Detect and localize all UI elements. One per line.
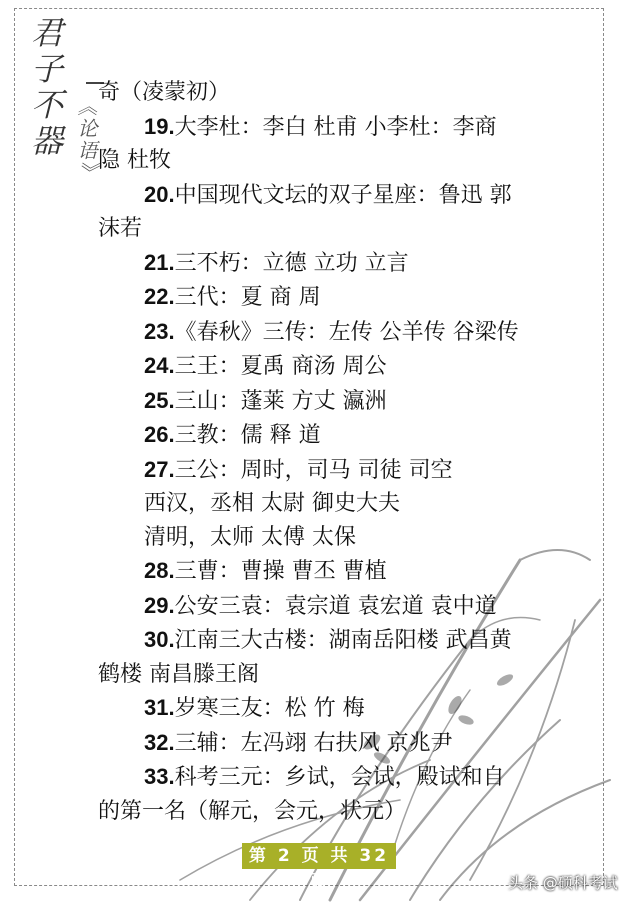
item-text: 奇（凌蒙初） [98, 80, 231, 105]
item-text: 沫若 [98, 216, 143, 241]
item-text: 的第一名（解元，会元，状元） [98, 798, 407, 824]
item-number: 22. [144, 284, 175, 309]
item-text: 岁寒三友：松 竹 梅 [174, 696, 365, 721]
item-text: 三代：夏 商 周 [174, 285, 321, 310]
source-watermark: 头条 @硕科考试 [508, 874, 618, 892]
item-text: 鹤楼 南昌滕王阁 [98, 661, 259, 687]
item-text: 隐 杜牧 [98, 148, 171, 173]
item-number: 19. [144, 113, 175, 139]
item-number: 28. [144, 558, 175, 583]
text-line [98, 589, 558, 624]
item-text: 中国现代文坛的双子星座：鲁迅 郭 [174, 182, 512, 208]
text-line [98, 521, 558, 555]
item-text: 公安三袁：袁宗道 袁宏道 袁中道 [174, 593, 497, 619]
text-line [98, 418, 558, 453]
text-line [98, 144, 558, 178]
item-text: 江南三大古楼：湖南岳阳楼 武昌黄 [174, 628, 512, 653]
item-text: 三曹：曹操 曹丕 曹植 [174, 559, 387, 584]
item-number: 25. [144, 387, 175, 413]
item-text: 三不朽：立德 立功 立言 [174, 250, 409, 276]
item-text: 三公：周时，司马 司徒 司空 [174, 457, 453, 483]
text-line [98, 760, 558, 795]
item-text: 西汉，丞相 太尉 御史大夫 [144, 491, 400, 516]
vertical-motto: 君子不器 [26, 16, 64, 160]
item-text: 《春秋》三传：左传 公羊传 谷梁传 [174, 319, 519, 345]
item-number: 20. [144, 181, 175, 207]
item-text: 三辅：左冯翊 右扶风 京兆尹 [174, 730, 453, 756]
item-text: 科考三元：乡试，会试，殿试和自 [174, 765, 505, 790]
text-line [98, 658, 558, 692]
item-text: 大李杜：李白 杜甫 小李杜：李商 [174, 114, 497, 140]
item-number: 26. [144, 422, 175, 447]
item-number: 29. [144, 592, 175, 618]
document-body [98, 76, 558, 828]
text-line [98, 246, 558, 281]
text-line [98, 453, 558, 488]
item-text: 三王：夏禹 商汤 周公 [174, 354, 387, 379]
text-line [98, 554, 558, 589]
item-text: 三山：蓬莱 方丈 瀛洲 [174, 388, 387, 414]
item-text: 三教：儒 释 道 [174, 423, 321, 448]
text-line [98, 280, 558, 315]
item-number: 27. [144, 456, 175, 482]
page-number-badge: 第 2 页 共 32 页 [242, 843, 396, 869]
text-line [98, 76, 558, 110]
item-number: 33. [144, 764, 175, 789]
text-line [98, 178, 558, 213]
item-number: 30. [144, 627, 175, 652]
text-line [98, 212, 558, 246]
text-line [98, 315, 558, 350]
text-line [98, 110, 558, 145]
item-number: 23. [144, 318, 175, 344]
item-number: 24. [144, 353, 175, 378]
text-line [98, 349, 558, 384]
text-line [98, 623, 558, 658]
text-line [98, 691, 558, 726]
text-line [98, 795, 558, 829]
item-number: 21. [144, 249, 175, 275]
text-line [98, 726, 558, 761]
text-line [98, 384, 558, 419]
item-number: 31. [144, 695, 175, 720]
lunyu-citation: 《论语》 [74, 96, 98, 184]
text-line [98, 487, 558, 521]
item-number: 32. [144, 729, 175, 755]
item-text: 清明，太师 太傅 太保 [144, 524, 356, 550]
